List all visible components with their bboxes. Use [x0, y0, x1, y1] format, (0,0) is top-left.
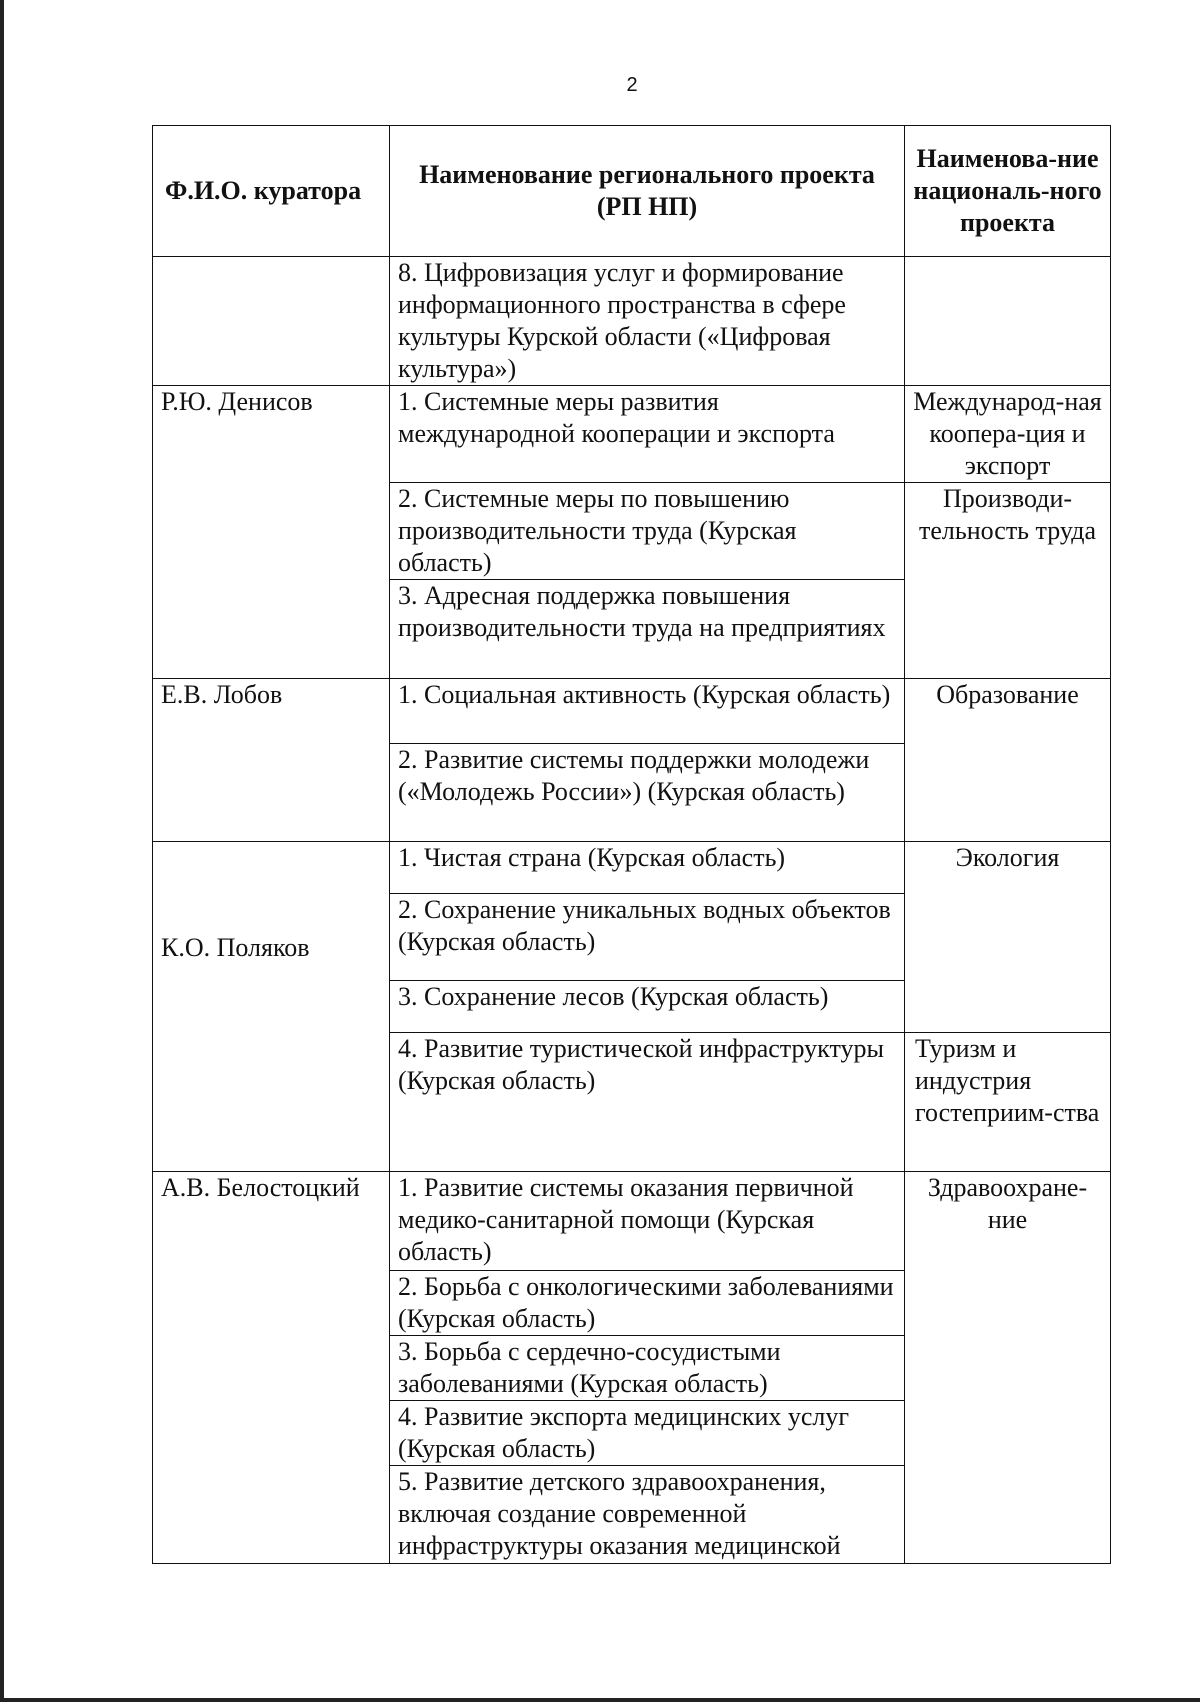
national-project-cell: Международ-ная коопера-ция и экспорт — [905, 386, 1111, 483]
curator-cell: А.В. Белостоцкий — [153, 1172, 390, 1564]
page-number: 2 — [626, 74, 638, 96]
national-project-cell: Здравоохране-ние — [905, 1172, 1111, 1564]
table-row — [153, 679, 1111, 744]
project-cell: 1. Развитие системы оказания первичной медико-санитарной помощи (Курская область) — [390, 1172, 905, 1271]
project-cell: 3. Адресная поддержка повышения производительности труда на предприятиях — [390, 580, 905, 679]
curator-cell — [153, 257, 390, 386]
project-cell: 1. Социальная активность (Курская область) — [390, 679, 905, 744]
project-cell: 4. Развитие экспорта медицинских услуг (Курская область) — [390, 1401, 905, 1466]
project-cell: 8. Цифровизация услуг и формирование информационного пространства в сфере культуры Курской области («Цифровая культура») — [390, 257, 905, 386]
header-national-project: Наименова-ние националь-ного проекта — [905, 126, 1111, 257]
project-cell: 2. Борьба с онкологическими заболеваниями (Курская область) — [390, 1271, 905, 1336]
national-project-cell: Экология — [905, 842, 1111, 1033]
project-cell: 3. Борьба с сердечно-сосудистыми заболеваниями (Курская область) — [390, 1336, 905, 1401]
curator-cell: Е.В. Лобов — [153, 679, 390, 842]
curators-projects-table — [152, 125, 1111, 1564]
project-cell: 4. Развитие туристической инфраструктуры (Курская область) — [390, 1033, 905, 1172]
project-cell: 2. Сохранение уникальных водных объектов (Курская область) — [390, 894, 905, 981]
project-cell: 3. Сохранение лесов (Курская область) — [390, 981, 905, 1033]
header-curator: Ф.И.О. куратора — [153, 126, 390, 257]
national-project-cell: Производи-тельность труда — [905, 483, 1111, 679]
table-row — [153, 257, 1111, 386]
curator-cell: К.О. Поляков — [153, 842, 390, 1172]
table-row — [153, 842, 1111, 894]
curator-cell: Р.Ю. Денисов — [153, 386, 390, 679]
national-project-cell — [905, 257, 1111, 386]
project-cell: 5. Развитие детского здравоохранения, включая создание современной инфраструктуры оказания медицинской — [390, 1466, 905, 1564]
project-cell: 2. Системные меры по повышению производительности труда (Курская область) — [390, 483, 905, 580]
national-project-cell: Туризм и индустрия гостеприим-ства — [905, 1033, 1111, 1172]
scan-edge-left — [0, 0, 4, 1702]
national-project-cell: Образование — [905, 679, 1111, 842]
table-row — [153, 1172, 1111, 1271]
project-cell: 1. Системные меры развития международной кооперации и экспорта — [390, 386, 905, 483]
table-header-row — [153, 126, 1111, 257]
header-regional-project: Наименование регионального проекта (РП НП) — [390, 126, 905, 257]
project-cell: 1. Чистая страна (Курская область) — [390, 842, 905, 894]
table-row — [153, 386, 1111, 483]
project-cell: 2. Развитие системы поддержки молодежи («Молодежь России») (Курская область) — [390, 744, 905, 842]
scan-edge-bottom — [0, 1698, 1200, 1702]
